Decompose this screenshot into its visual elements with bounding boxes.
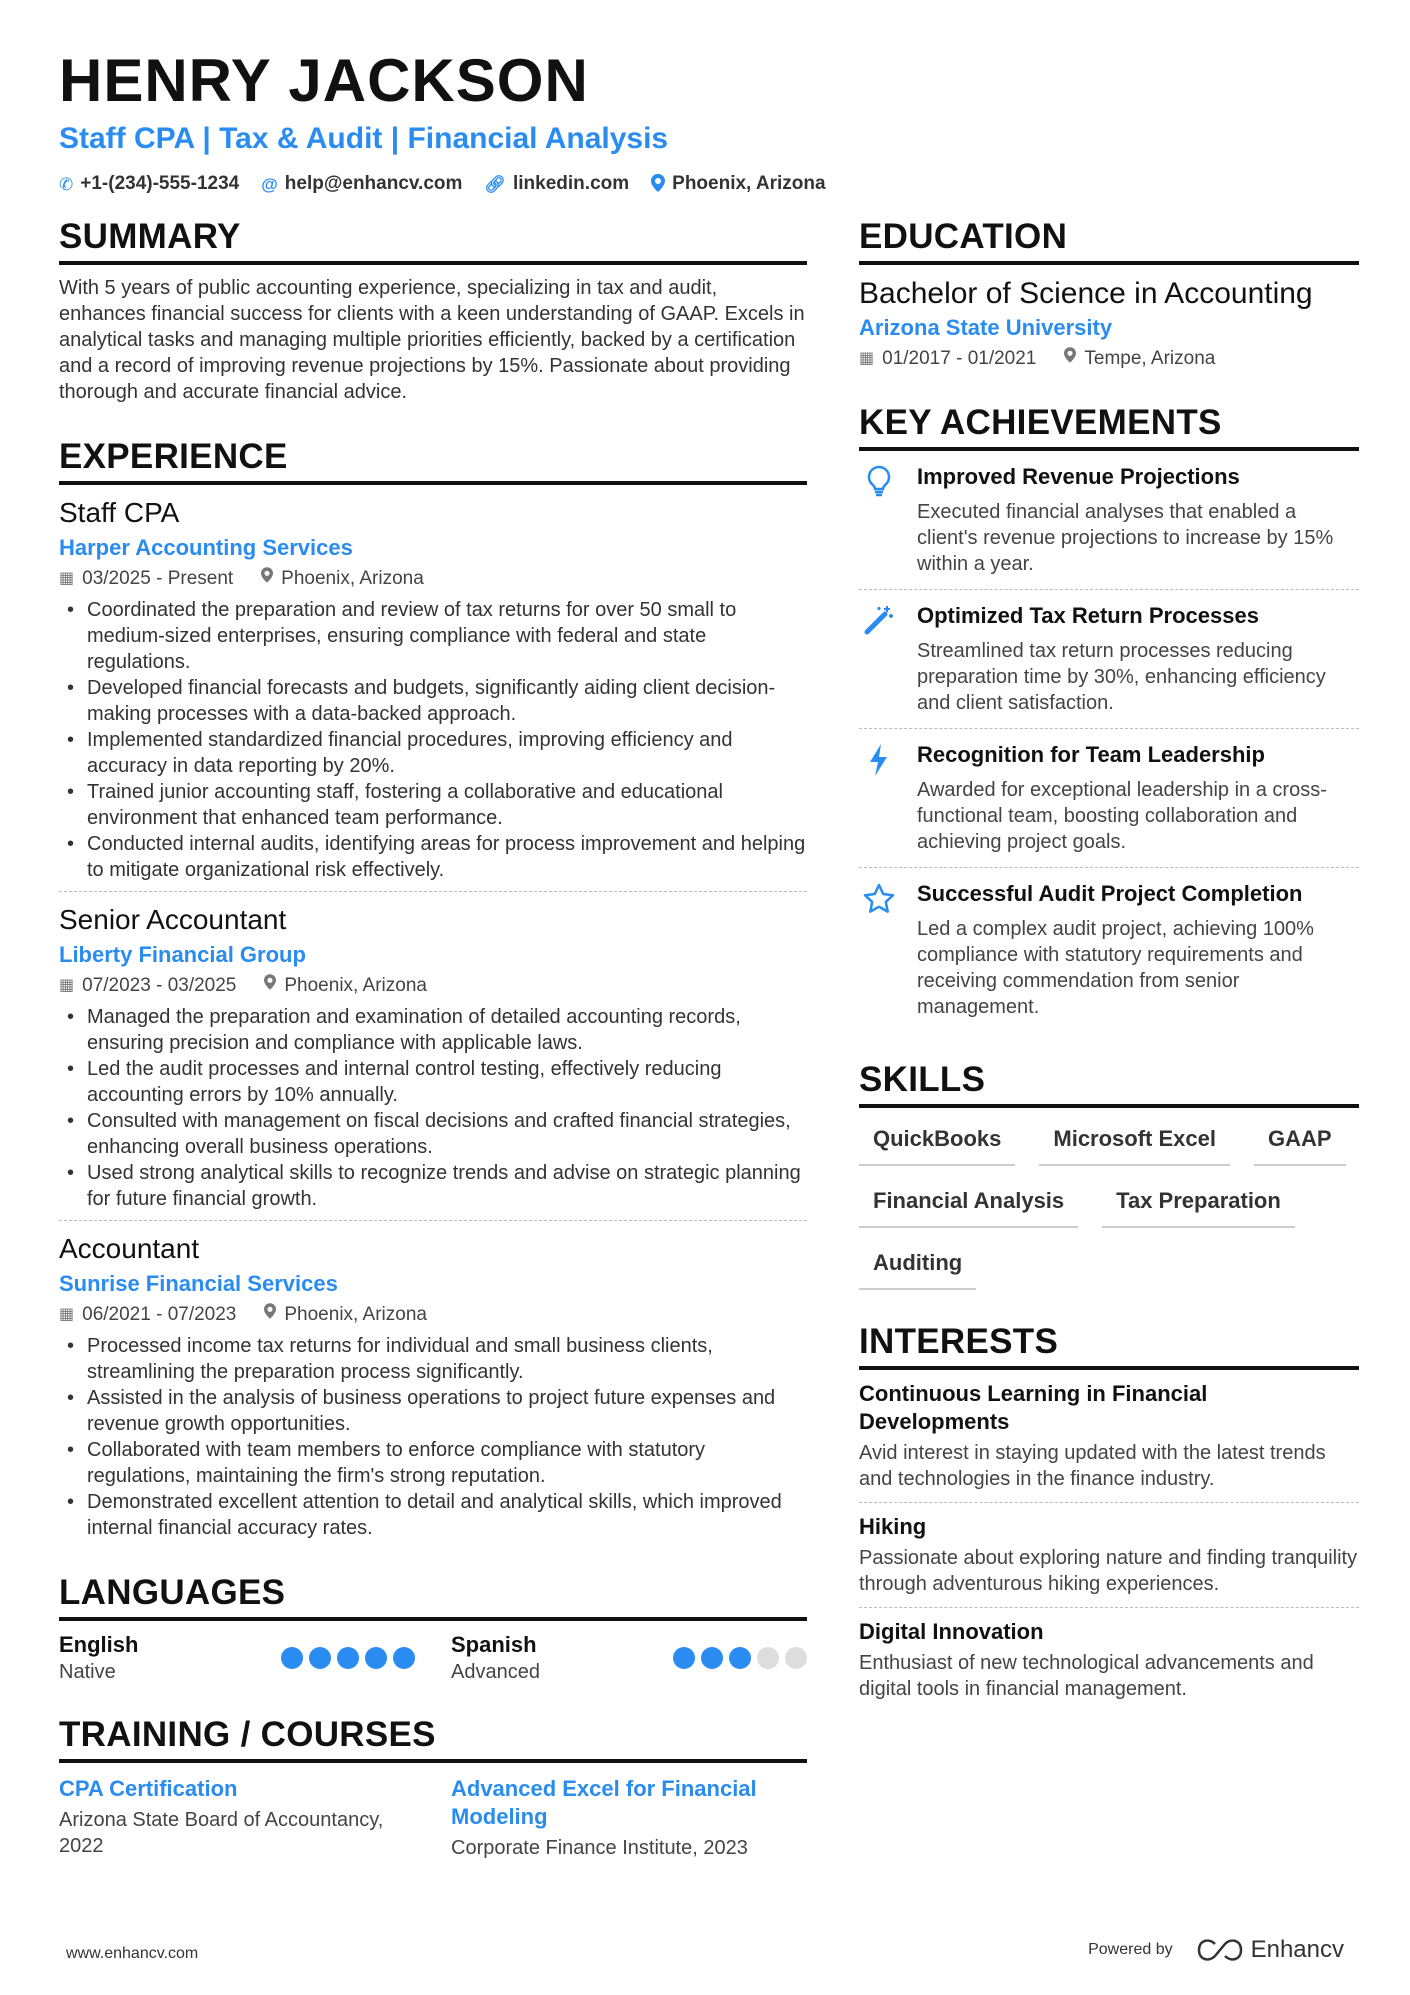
languages-section [59, 1571, 807, 1685]
contact-linkedin[interactable] [484, 173, 629, 195]
job-dates [59, 567, 233, 591]
interest-item [859, 1503, 1359, 1608]
achievements-heading: KEY ACHIEVEMENTS [859, 401, 1359, 451]
skill-tag: QuickBooks [859, 1122, 1015, 1166]
skills-heading: SKILLS [859, 1058, 1359, 1108]
job-location-text: Phoenix, Arizona [284, 1304, 427, 1325]
training-heading: TRAINING / COURSES [59, 1713, 807, 1763]
skill-list [859, 1122, 1359, 1290]
achievement-body [917, 602, 1359, 716]
achievement-title: Recognition for Team Leadership [917, 742, 1265, 767]
achievement-item [859, 868, 1359, 1032]
job-entry [59, 1221, 807, 1549]
brand-name: Enhancv [1250, 1936, 1344, 1963]
achievement-title: Improved Revenue Projections [917, 464, 1240, 489]
skill-tag: GAAP [1254, 1122, 1346, 1166]
language-level: Native [59, 1661, 116, 1683]
languages-heading: LANGUAGES [59, 1571, 807, 1621]
achievement-item [859, 729, 1359, 868]
training-provider: Corporate Finance Institute, 2023 [451, 1837, 748, 1859]
resume-header [59, 45, 1359, 195]
education-heading: EDUCATION [859, 215, 1359, 265]
contact-location [651, 173, 825, 195]
interests-heading: INTERESTS [859, 1320, 1359, 1370]
achievement-description: Awarded for exceptional leadership in a cross-functional team, boosting collaboration and achieving project goals. [917, 779, 1327, 853]
language-rating [281, 1647, 415, 1669]
job-bullet: • Conducted internal audits, identifying areas for process improvement and helping to mitigate organizational risk effectively. [59, 831, 807, 883]
magic-wand-icon [859, 602, 899, 716]
job-bullet: • Developed financial forecasts and budgets, significantly aiding client decision-making processes with a data-backed approach. [59, 675, 807, 727]
job-dates-text: 03/2025 - Present [82, 568, 234, 589]
interest-list [859, 1370, 1359, 1712]
interests-section [859, 1320, 1359, 1712]
training-item [59, 1775, 415, 1861]
enhancv-logo[interactable] [1197, 1936, 1344, 1964]
email-text: help@enhancv.com [284, 173, 463, 194]
education-section [859, 215, 1359, 371]
job-bullet: • Used strong analytical skills to recognize trends and advise on strategic planning for future financial growth. [59, 1160, 807, 1212]
job-company: Harper Accounting Services [59, 535, 353, 560]
education-degree: Bachelor of Science in Accounting [859, 277, 1313, 310]
interest-item [859, 1370, 1359, 1503]
at-icon: @ [261, 174, 278, 194]
job-meta [59, 567, 807, 591]
interest-description: Enthusiast of new technological advancements and digital tools in financial management. [859, 1652, 1314, 1700]
training-provider: Arizona State Board of Accountancy, 2022 [59, 1809, 384, 1857]
calendar-icon: ▦ [59, 570, 75, 587]
achievement-item [859, 590, 1359, 729]
job-dates [59, 974, 236, 998]
job-bullets [59, 1004, 807, 1212]
job-bullet: • Managed the preparation and examination of detailed accounting records, ensuring precision and compliance with applicable laws. [59, 1004, 807, 1056]
job-location-text: Phoenix, Arizona [284, 975, 427, 996]
job-location-text: Phoenix, Arizona [281, 568, 424, 589]
phone-icon: ✆ [59, 174, 74, 194]
education-location-text: Tempe, Arizona [1084, 348, 1216, 369]
training-section [59, 1713, 807, 1861]
experience-section [59, 435, 807, 1549]
rating-dot [337, 1647, 359, 1669]
job-bullet: • Led the audit processes and internal control testing, effectively reducing accounting errors by 10% annually. [59, 1056, 807, 1108]
education-dates [859, 347, 1036, 371]
achievement-body [917, 880, 1359, 1020]
rating-dot [309, 1647, 331, 1669]
summary-text: With 5 years of public accounting experience, specializing in tax and audit, enhances financial success for clients with a keen understanding of GAAP. Excels in analytical tasks and managing multiple priorities efficiently, backed by a certification and a record of improving revenue projections by 15%. Passionate about providing thorough and accurate financial advice. [59, 277, 805, 403]
enhancv-logo-icon [1197, 1938, 1243, 1962]
left-column [59, 215, 807, 1861]
job-list [59, 485, 807, 1549]
calendar-icon: ▦ [59, 1306, 75, 1323]
map-pin-icon [261, 567, 273, 591]
lightning-icon [859, 741, 899, 855]
phone-text: +1-(234)-555-1234 [80, 173, 240, 194]
job-company: Sunrise Financial Services [59, 1271, 338, 1296]
education-dates-text: 01/2017 - 01/2021 [882, 348, 1037, 369]
language-rating [673, 1647, 807, 1669]
summary-heading: SUMMARY [59, 215, 807, 265]
job-bullet: • Coordinated the preparation and review of tax returns for over 50 small to medium-sized enterprises, ensuring compliance with federal and state regulations. [59, 597, 807, 675]
job-bullet: • Implemented standardized financial procedures, improving efficiency and accuracy in data reporting by 20%. [59, 727, 807, 779]
skill-tag: Financial Analysis [859, 1184, 1078, 1228]
job-entry [59, 892, 807, 1221]
skill-tag: Microsoft Excel [1039, 1122, 1230, 1166]
rating-dot [393, 1647, 415, 1669]
job-location [264, 1303, 427, 1327]
education-school: Arizona State University [859, 315, 1113, 340]
contact-bar [59, 173, 1359, 195]
interest-item [859, 1608, 1359, 1712]
footer-website[interactable]: www.enhancv.com [66, 1945, 199, 1962]
job-bullet: • Consulted with management on fiscal decisions and crafted financial strategies, enhancing overall business operations. [59, 1108, 807, 1160]
skill-tag: Auditing [859, 1246, 976, 1290]
rating-dot [785, 1647, 807, 1669]
job-dates-text: 07/2023 - 03/2025 [82, 975, 237, 996]
job-dates [59, 1303, 236, 1327]
job-meta [59, 974, 807, 998]
location-text: Phoenix, Arizona [672, 173, 826, 194]
candidate-tagline: Staff CPA | Tax & Audit | Financial Analysis [59, 122, 669, 155]
job-bullet: • Demonstrated excellent attention to detail and analytical skills, which improved internal financial accuracy rates. [59, 1489, 807, 1541]
candidate-name: HENRY JACKSON [59, 47, 589, 114]
job-location [264, 974, 427, 998]
summary-section [59, 215, 807, 405]
achievement-list [859, 451, 1359, 1032]
job-meta [59, 1303, 807, 1327]
job-location [261, 567, 424, 591]
achievement-description: Executed financial analyses that enabled a client's revenue projections to increase by 15% within a year. [917, 501, 1334, 575]
achievement-item [859, 451, 1359, 590]
training-title: CPA Certification [59, 1776, 238, 1801]
achievement-title: Optimized Tax Return Processes [917, 603, 1259, 628]
achievement-description: Streamlined tax return processes reducing preparation time by 30%, enhancing efficiency and client satisfaction. [917, 640, 1326, 714]
education-location [1064, 347, 1215, 371]
star-icon [859, 880, 899, 1020]
right-column [859, 215, 1359, 1712]
rating-dot [365, 1647, 387, 1669]
skill-tag: Tax Preparation [1102, 1184, 1295, 1228]
rating-dot [701, 1647, 723, 1669]
training-item [451, 1775, 807, 1861]
language-item [59, 1631, 415, 1685]
linkedin-text: linkedin.com [513, 173, 630, 194]
language-name: English [59, 1632, 139, 1657]
language-name: Spanish [451, 1632, 537, 1657]
achievement-description: Led a complex audit project, achieving 100% compliance with statutory requirements and receiving commendation from senior management. [917, 918, 1314, 1018]
interest-title: Digital Innovation [859, 1619, 1044, 1644]
language-level: Advanced [451, 1661, 540, 1683]
map-pin-icon [651, 174, 665, 195]
job-entry [59, 485, 807, 892]
link-icon: 🔗︎ [484, 174, 506, 194]
footer-branding [1088, 1936, 1344, 1964]
job-bullet: • Assisted in the analysis of business operations to project future expenses and revenue growth opportunities. [59, 1385, 807, 1437]
rating-dot [673, 1647, 695, 1669]
skills-section [859, 1058, 1359, 1290]
calendar-icon: ▦ [859, 350, 875, 367]
training-title: Advanced Excel for Financial Modeling [451, 1776, 757, 1829]
training-list [59, 1775, 807, 1861]
job-bullet: • Trained junior accounting staff, fostering a collaborative and educational environment that enhanced team performance. [59, 779, 807, 831]
lightbulb-icon [859, 463, 899, 577]
job-bullets [59, 597, 807, 883]
rating-dot [281, 1647, 303, 1669]
experience-heading: EXPERIENCE [59, 435, 807, 485]
interest-title: Continuous Learning in Financial Developments [859, 1381, 1208, 1434]
map-pin-icon [1064, 347, 1076, 371]
language-list [59, 1631, 807, 1685]
education-meta [859, 347, 1359, 371]
job-bullet: • Collaborated with team members to enforce compliance with statutory regulations, maintaining the firm's strong reputation. [59, 1437, 807, 1489]
achievement-body [917, 463, 1359, 577]
achievements-section [859, 401, 1359, 1032]
contact-email[interactable] [261, 173, 462, 195]
job-dates-text: 06/2021 - 07/2023 [82, 1304, 237, 1325]
language-item [451, 1631, 807, 1685]
language-info [59, 1631, 138, 1685]
map-pin-icon [264, 1303, 276, 1327]
achievement-body [917, 741, 1359, 855]
job-bullets [59, 1333, 807, 1541]
achievement-title: Successful Audit Project Completion [917, 881, 1303, 906]
interest-description: Passionate about exploring nature and finding tranquility through adventurous hiking experiences. [859, 1547, 1358, 1595]
job-title: Accountant [59, 1233, 200, 1264]
map-pin-icon [264, 974, 276, 998]
calendar-icon: ▦ [59, 977, 75, 994]
rating-dot [757, 1647, 779, 1669]
job-title: Staff CPA [59, 497, 180, 528]
powered-by-label: Powered by [1088, 1941, 1173, 1958]
contact-phone[interactable] [59, 173, 239, 195]
job-company: Liberty Financial Group [59, 942, 306, 967]
interest-description: Avid interest in staying updated with the latest trends and technologies in the finance industry. [859, 1442, 1326, 1490]
language-info [451, 1631, 540, 1685]
rating-dot [729, 1647, 751, 1669]
job-bullet: • Processed income tax returns for individual and small business clients, streamlining the preparation process significantly. [59, 1333, 807, 1385]
interest-title: Hiking [859, 1514, 927, 1539]
job-title: Senior Accountant [59, 904, 287, 935]
